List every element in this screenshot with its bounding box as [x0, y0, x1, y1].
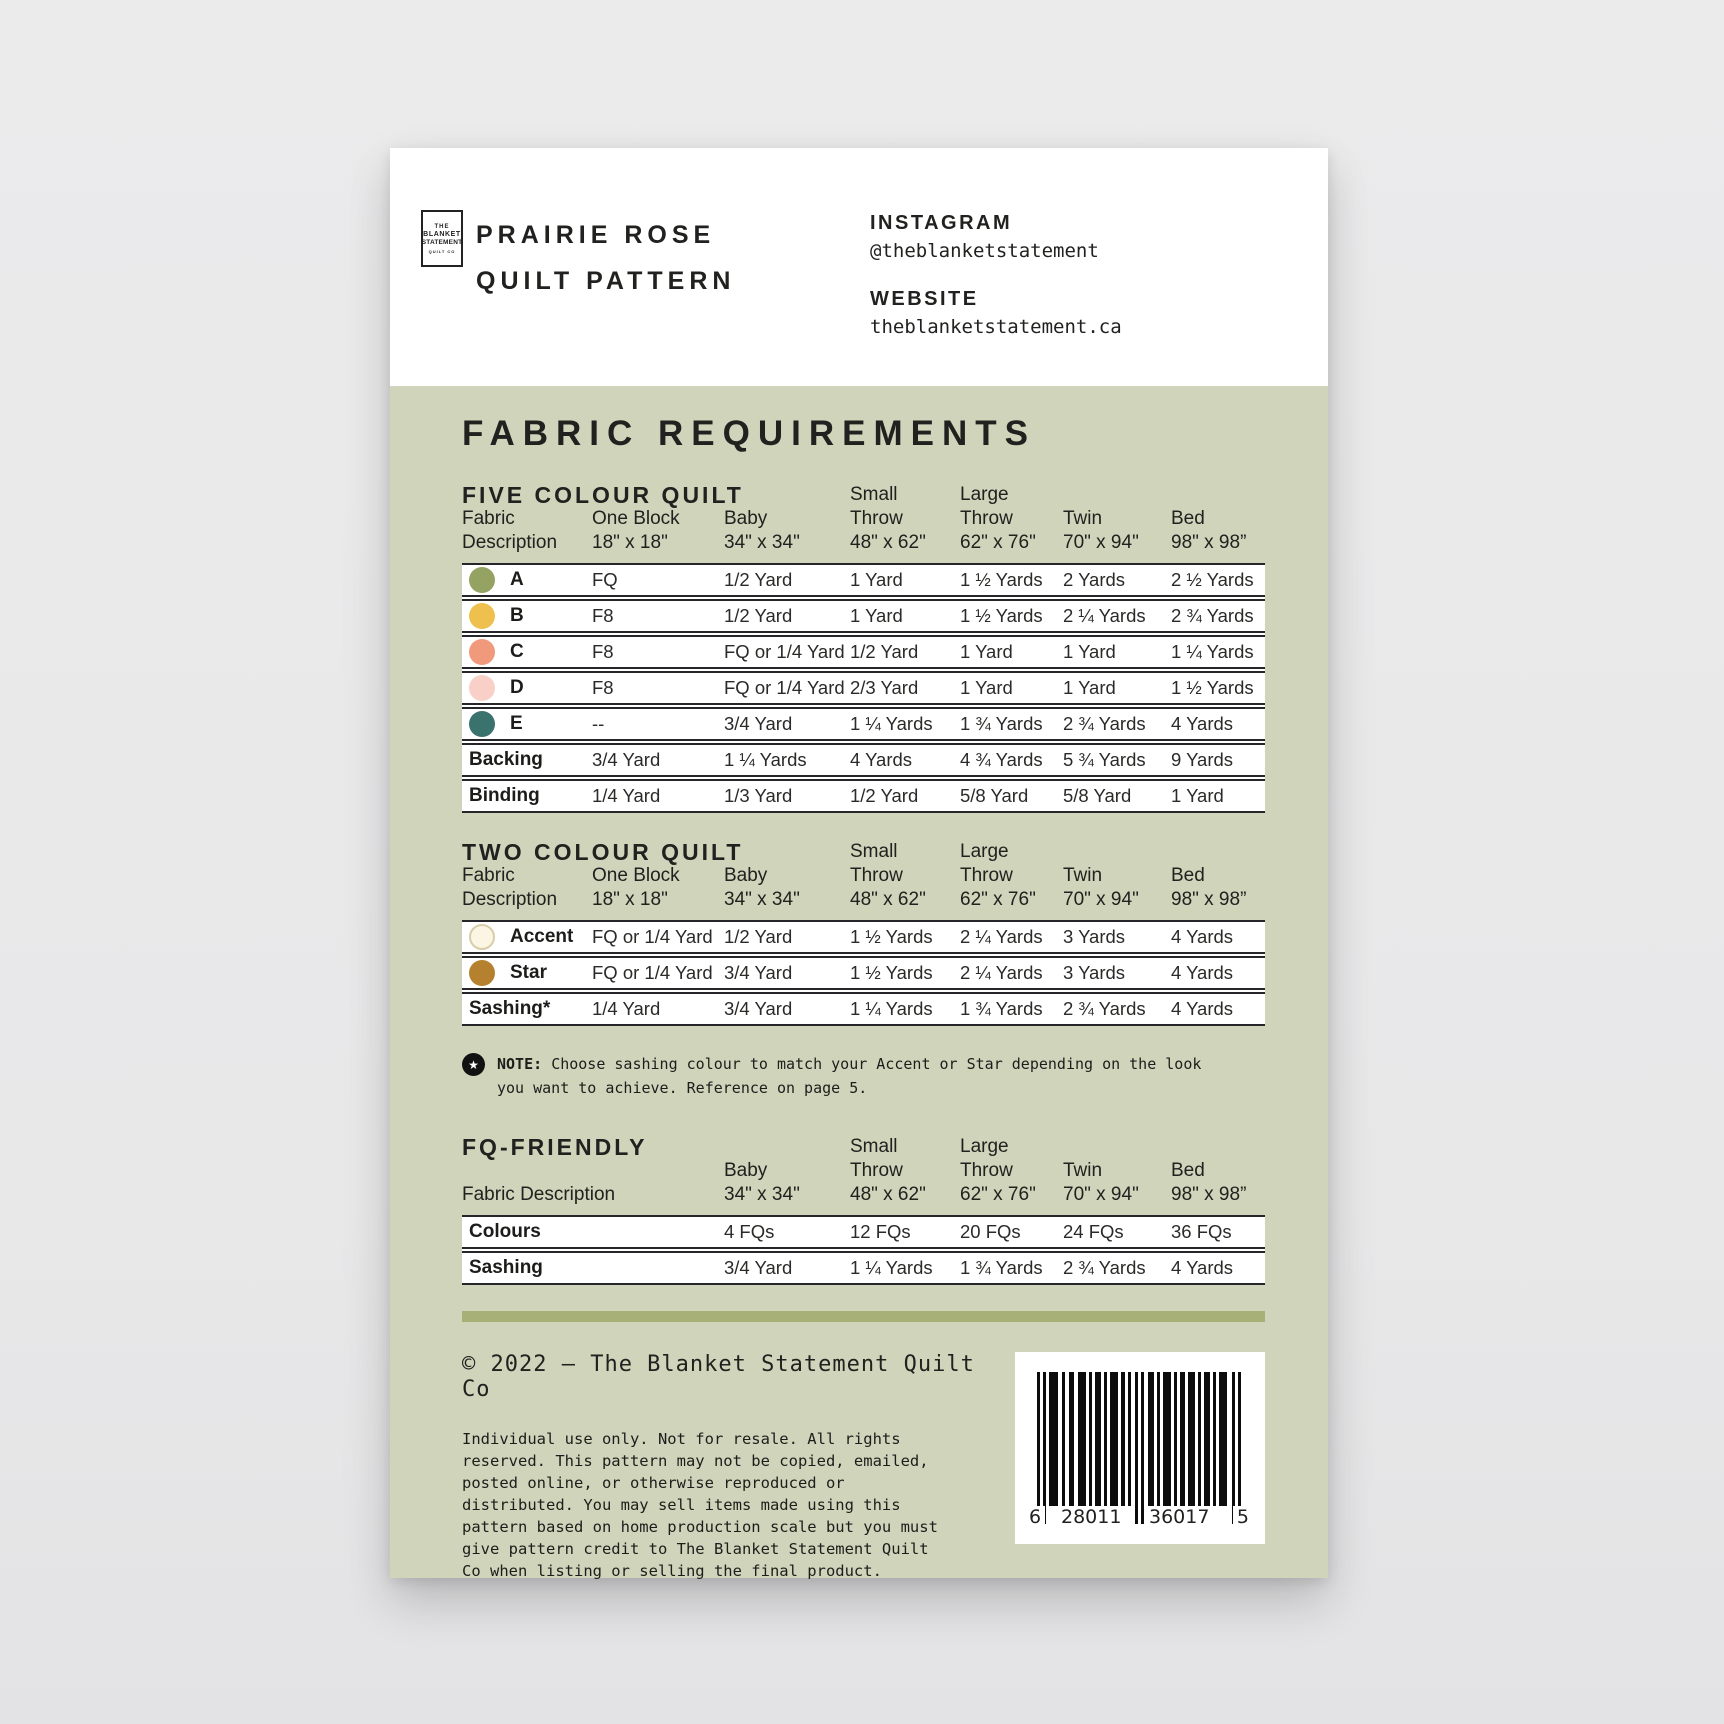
table-cell: 1 ½ Yards	[960, 569, 1043, 590]
table-cell: 3/4 Yard	[724, 962, 793, 983]
table-cell: 3/4 Yard	[592, 749, 661, 770]
table-row-a	[462, 563, 1265, 597]
pattern-back-cover	[390, 148, 1328, 1578]
olive-divider	[462, 1311, 1265, 1322]
table-cell: 1 Yard	[960, 641, 1013, 662]
table-cell: FQ or 1/4 Yard	[592, 962, 713, 983]
table-cell: 1/2 Yard	[724, 926, 793, 947]
table-cell: 4 FQs	[724, 1221, 775, 1242]
barcode	[1015, 1352, 1265, 1544]
instagram-block	[870, 212, 1122, 262]
table-cell: 1/2 Yard	[850, 641, 919, 662]
table-cell: 3/4 Yard	[724, 1257, 793, 1278]
table-row-sashing	[462, 992, 1265, 1026]
table-row-b	[462, 599, 1265, 633]
table-row-colours	[462, 1215, 1265, 1249]
column-header: Small Throw 48" x 62"	[850, 484, 926, 553]
table-cell: 2 ¾ Yards	[1063, 998, 1146, 1019]
table-row-backing	[462, 743, 1265, 777]
website-block	[870, 288, 1122, 338]
fabric-swatch-icon	[469, 960, 495, 986]
row-label-cell	[462, 1257, 724, 1279]
table-cell: 2 ¼ Yards	[1063, 605, 1146, 626]
row-label: C	[510, 641, 524, 662]
barcode-bars	[1029, 1372, 1251, 1530]
row-label-cell	[462, 567, 592, 593]
table-cell: 1 Yard	[850, 605, 903, 626]
table-cell: 1/2 Yard	[850, 785, 919, 806]
table-cell: 1/4 Yard	[592, 785, 661, 806]
column-header: Twin 70" x 94"	[1063, 865, 1139, 910]
footer-text-column	[462, 1352, 1015, 1582]
barcode-digits	[1029, 1506, 1251, 1528]
pattern-title	[476, 212, 735, 304]
barcode-digit-group: 6	[1025, 1506, 1045, 1528]
table-cell: 4 Yards	[1171, 1257, 1234, 1278]
table-cell: 1 Yard	[1063, 641, 1116, 662]
table-row-sashing	[462, 1251, 1265, 1285]
table-cell: 1 ¼ Yards	[850, 998, 933, 1019]
column-header: One Block 18" x 18"	[592, 865, 680, 910]
row-label-cell	[462, 603, 592, 629]
table-cell: 9 Yards	[1171, 749, 1234, 770]
table-body	[462, 1215, 1265, 1285]
table-cell: 4 Yards	[1171, 962, 1234, 983]
row-label-cell	[462, 1221, 724, 1243]
table-cell: 2 ¾ Yards	[1171, 605, 1254, 626]
table-row-d	[462, 671, 1265, 705]
note-label: NOTE:	[497, 1055, 543, 1073]
column-header: Twin 70" x 94"	[1063, 508, 1139, 553]
contact-info	[870, 212, 1122, 338]
column-header: Bed 98" x 98”	[1171, 508, 1247, 553]
table-cell: 4 ¾ Yards	[960, 749, 1043, 770]
table-row-star	[462, 956, 1265, 990]
table-cell: 1 ¼ Yards	[850, 713, 933, 734]
table-cell: 1 ¼ Yards	[850, 1257, 933, 1278]
column-header: Large Throw 62" x 76"	[960, 841, 1036, 910]
logo-text: THE	[434, 223, 450, 230]
table-cell: 3/4 Yard	[724, 998, 793, 1019]
fabric-swatch-icon	[469, 639, 495, 665]
column-header: Baby 34" x 34"	[724, 508, 800, 553]
table-cell: 2 ½ Yards	[1171, 569, 1254, 590]
pattern-title-line1: PRAIRIE ROSE	[476, 221, 716, 249]
section-title-five-colour: FIVE COLOUR QUILT	[462, 482, 744, 508]
table-row-binding	[462, 779, 1265, 813]
row-label: B	[510, 605, 524, 626]
table-cell: 2 ¼ Yards	[960, 962, 1043, 983]
fabric-swatch-icon	[469, 924, 495, 950]
row-label: Binding	[469, 785, 540, 806]
blanket-statement-logo	[421, 210, 463, 267]
table-cell: 1/3 Yard	[724, 785, 793, 806]
fabric-requirements-panel	[390, 386, 1328, 1578]
table-cell: 12 FQs	[850, 1221, 911, 1242]
table-cell: 1/2 Yard	[724, 569, 793, 590]
star-icon: ★	[462, 1053, 485, 1076]
row-label-cell	[462, 711, 592, 737]
column-header: One Block 18" x 18"	[592, 508, 680, 553]
row-label-cell	[462, 639, 592, 665]
column-header: Baby 34" x 34"	[724, 1160, 800, 1205]
column-header: Baby 34" x 34"	[724, 865, 800, 910]
table-cell: 4 Yards	[850, 749, 913, 770]
table-cell: 5 ¾ Yards	[1063, 749, 1146, 770]
row-label: Backing	[469, 749, 543, 770]
row-label-cell	[462, 675, 592, 701]
column-header: Large Throw 62" x 76"	[960, 484, 1036, 553]
five-colour-quilt-table	[462, 483, 1265, 813]
barcode-digit-group: 36017	[1145, 1506, 1213, 1528]
pattern-title-line2: QUILT PATTERN	[476, 267, 736, 295]
row-label: A	[510, 569, 524, 590]
row-label-cell	[462, 998, 592, 1020]
row-label: Star	[510, 962, 547, 983]
instagram-label: INSTAGRAM	[870, 212, 1013, 234]
table-cell: 1 ¼ Yards	[1171, 641, 1254, 662]
table-cell: FQ or 1/4 Yard	[592, 926, 713, 947]
table-row-c	[462, 635, 1265, 669]
table-cell: 4 Yards	[1171, 713, 1234, 734]
table-cell: 5/8 Yard	[1063, 785, 1132, 806]
table-cell: 1/4 Yard	[592, 998, 661, 1019]
column-header: Twin 70" x 94"	[1063, 1160, 1139, 1205]
fabric-swatch-icon	[469, 603, 495, 629]
copyright-line: © 2022 – The Blanket Statement Quilt Co	[462, 1352, 975, 1402]
note-text	[497, 1052, 1222, 1100]
fabric-swatch-icon	[469, 567, 495, 593]
column-header: Small Throw 48" x 62"	[850, 841, 926, 910]
row-label: Sashing	[469, 1257, 543, 1278]
column-header: Large Throw 62" x 76"	[960, 1136, 1036, 1205]
table-cell: 1/2 Yard	[724, 605, 793, 626]
column-header: Small Throw 48" x 62"	[850, 1136, 926, 1205]
column-header: Bed 98" x 98”	[1171, 865, 1247, 910]
table-cell: 2 ¾ Yards	[1063, 1257, 1146, 1278]
table-row-e	[462, 707, 1265, 741]
fabric-swatch-icon	[469, 675, 495, 701]
table-cell: F8	[592, 605, 614, 626]
row-label-cell	[462, 785, 592, 807]
table-cell: FQ or 1/4 Yard	[724, 677, 845, 698]
table-cell: 1 Yard	[850, 569, 903, 590]
table-cell: 1 ½ Yards	[850, 926, 933, 947]
table-cell: F8	[592, 641, 614, 662]
table-cell: 1 Yard	[960, 677, 1013, 698]
table-cell: 1 ½ Yards	[850, 962, 933, 983]
barcode-digit-group: 5	[1233, 1506, 1253, 1528]
table-cell: 1 ½ Yards	[960, 605, 1043, 626]
table-cell: 1 ½ Yards	[1171, 677, 1254, 698]
table-cell: 1 Yard	[1063, 677, 1116, 698]
table-cell: FQ or 1/4 Yard	[724, 641, 845, 662]
table-cell: 2 Yards	[1063, 569, 1126, 590]
table-cell: 3/4 Yard	[724, 713, 793, 734]
website-label: WEBSITE	[870, 288, 979, 310]
column-header: Fabric Description	[462, 1184, 616, 1205]
two-colour-quilt-table	[462, 840, 1265, 1026]
column-header: Bed 98" x 98”	[1171, 1160, 1247, 1205]
table-cell: 1 ¾ Yards	[960, 1257, 1043, 1278]
table-row-accent	[462, 920, 1265, 954]
row-label-cell	[462, 924, 592, 950]
section-title-two-colour: TWO COLOUR QUILT	[462, 839, 744, 865]
sashing-note	[462, 1052, 1222, 1100]
column-header: Fabric Description	[462, 865, 558, 910]
table-cell: 2/3 Yard	[850, 677, 919, 698]
footer	[462, 1352, 1265, 1582]
table-cell: 20 FQs	[960, 1221, 1021, 1242]
header-band	[390, 148, 1328, 386]
website-url: theblanketstatement.ca	[870, 316, 1122, 338]
row-label: D	[510, 677, 524, 698]
table-cell: 2 ¾ Yards	[1063, 713, 1146, 734]
row-label: E	[510, 713, 523, 734]
row-label-cell	[462, 960, 592, 986]
table-body	[462, 563, 1265, 813]
table-cell: F8	[592, 677, 614, 698]
section-title-fq-friendly: FQ-FRIENDLY	[462, 1134, 648, 1160]
table-cell: 2 ¼ Yards	[960, 926, 1043, 947]
table-cell: 5/8 Yard	[960, 785, 1029, 806]
logo-text: STATEMENT	[421, 238, 463, 246]
table-cell: 4 Yards	[1171, 926, 1234, 947]
page-title: FABRIC REQUIREMENTS	[462, 414, 1036, 453]
table-cell: 1 ¼ Yards	[724, 749, 807, 770]
fabric-swatch-icon	[469, 711, 495, 737]
table-cell: 4 Yards	[1171, 998, 1234, 1019]
row-label: Accent	[510, 926, 574, 947]
table-cell: 1 ¾ Yards	[960, 713, 1043, 734]
note-body: Choose sashing colour to match your Accent or Star depending on the look you want to achieve. Reference on page 5.	[497, 1055, 1202, 1097]
row-label: Colours	[469, 1221, 541, 1242]
barcode-digit-group: 28011	[1057, 1506, 1125, 1528]
row-label: Sashing*	[469, 998, 551, 1019]
table-cell: 3 Yards	[1063, 926, 1126, 947]
table-cell: --	[592, 713, 605, 734]
row-label-cell	[462, 749, 592, 771]
logo-text: BLANKET	[423, 230, 461, 238]
table-cell: 3 Yards	[1063, 962, 1126, 983]
table-body	[462, 920, 1265, 1026]
column-header: Fabric Description	[462, 508, 558, 553]
table-cell: FQ	[592, 569, 618, 590]
instagram-handle: @theblanketstatement	[870, 240, 1099, 262]
legal-text: Individual use only. Not for resale. All rights reserved. This pattern may not be copied, emailed, posted online, or otherwise reproduced or distributed. You may sell items made using this pattern based on home production scale but you must give pattern credit to The Blanket Statement Quilt Co when listing or selling the final product.	[462, 1430, 938, 1580]
logo-text: QUILT CO	[428, 248, 456, 254]
table-cell: 1 Yard	[1171, 785, 1224, 806]
table-cell: 24 FQs	[1063, 1221, 1124, 1242]
table-cell: 1 ¾ Yards	[960, 998, 1043, 1019]
table-cell: 36 FQs	[1171, 1221, 1232, 1242]
